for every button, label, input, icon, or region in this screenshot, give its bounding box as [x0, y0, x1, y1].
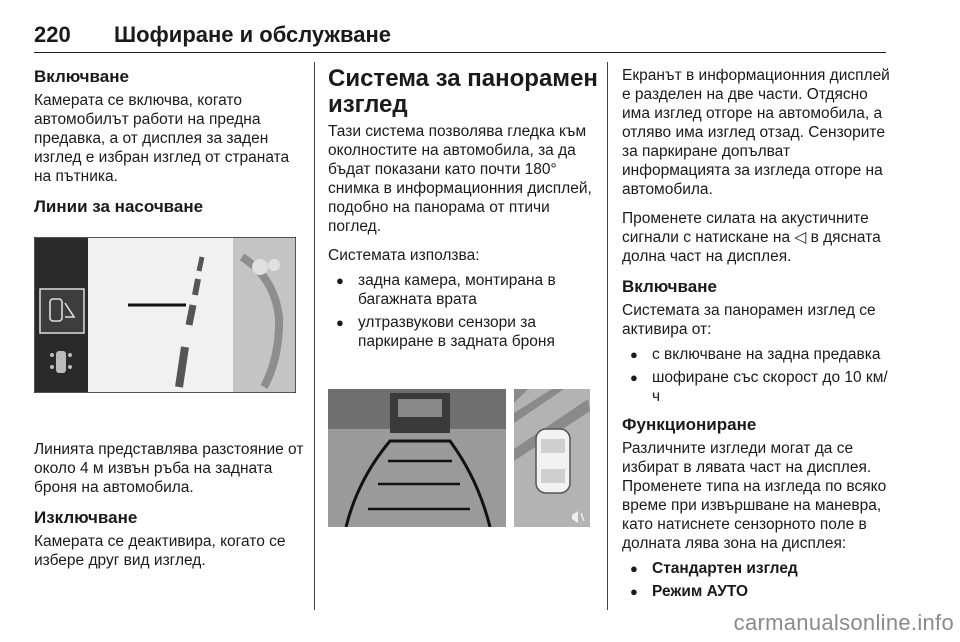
volume-instruction: Променете силата на акустичните сигнали с натискане на ◁ в дясната долна част на дисплея.: [622, 210, 881, 265]
heading-guide-lines: Линии за насочване: [34, 197, 204, 216]
header-rule: [34, 52, 886, 53]
section-title: Шофиране и обслужване: [114, 22, 392, 47]
figure-caption: Линията представлява разстояние от около 4 м извън ръба на задната броня на автомобила.: [34, 441, 304, 496]
column-2: [328, 66, 598, 554]
column-3: [622, 66, 892, 609]
paragraph-on: Камерата се включва, когато автомобилът работи на предна предавка, а от дисплея за заден изглед е избран изглед от страната на пътника.: [34, 92, 290, 185]
panorama-intro: Тази система позволява гледка към околностите на автомобила, за да бъдат показани като почти 180° снимка в информационния дисплей, подобно на панорама от птичи поглед.: [328, 123, 592, 235]
list-item: ● Режим АУТО: [622, 582, 892, 601]
view-mode-list: [622, 559, 892, 601]
activation-text: Системата за панорамен изглед се активира от:: [622, 302, 876, 338]
heading-function: Функциониране: [622, 415, 757, 434]
screen-description: Екранът в информационния дисплей е разделен на две части. Отдясно има изглед отгоре на автомобила, а отляво има изглед отзад. Сензорите за паркиране допълват информацията за изгледа отгоре на автомобила.: [622, 67, 890, 198]
guide-lines-figure: [34, 237, 304, 398]
column-divider-1: [314, 62, 315, 610]
panorama-figure: [328, 389, 598, 532]
watermark: carmanualsonline.info: [733, 610, 954, 635]
camera-display-image: [34, 237, 296, 393]
heading-activation: Включване: [622, 277, 717, 296]
components-list: [328, 271, 598, 351]
list-item: ● с включване на задна предавка: [622, 345, 892, 364]
panorama-title: Система за панорамен изглед: [328, 65, 598, 118]
activation-list: [622, 345, 892, 406]
system-uses: Системата използва:: [328, 247, 480, 264]
paragraph-off: Камерата се деактивира, когато се избере друг вид изглед.: [34, 533, 286, 569]
panorama-display-image: [328, 389, 590, 527]
heading-off: Изключване: [34, 508, 138, 527]
column-1: [34, 66, 304, 580]
list-item: ● Стандартен изглед: [622, 559, 892, 578]
heading-on: Включване: [34, 67, 129, 86]
list-item: ● задна камера, монтирана в багажната врата: [328, 271, 598, 309]
function-text: Различните изгледи могат да се избират в лявата част на дисплея. Променете типа на изгледа по всяко време при извършване на маневра, като натиснете сензорното поле в долната лява зона на дисплея:: [622, 440, 887, 552]
page-number: 220: [34, 22, 71, 47]
column-divider-2: [607, 62, 608, 610]
list-item: ● ултразвукови сензори за паркиране в задната броня: [328, 313, 598, 351]
list-item: ● шофиране със скорост до 10 км/ч: [622, 368, 892, 406]
